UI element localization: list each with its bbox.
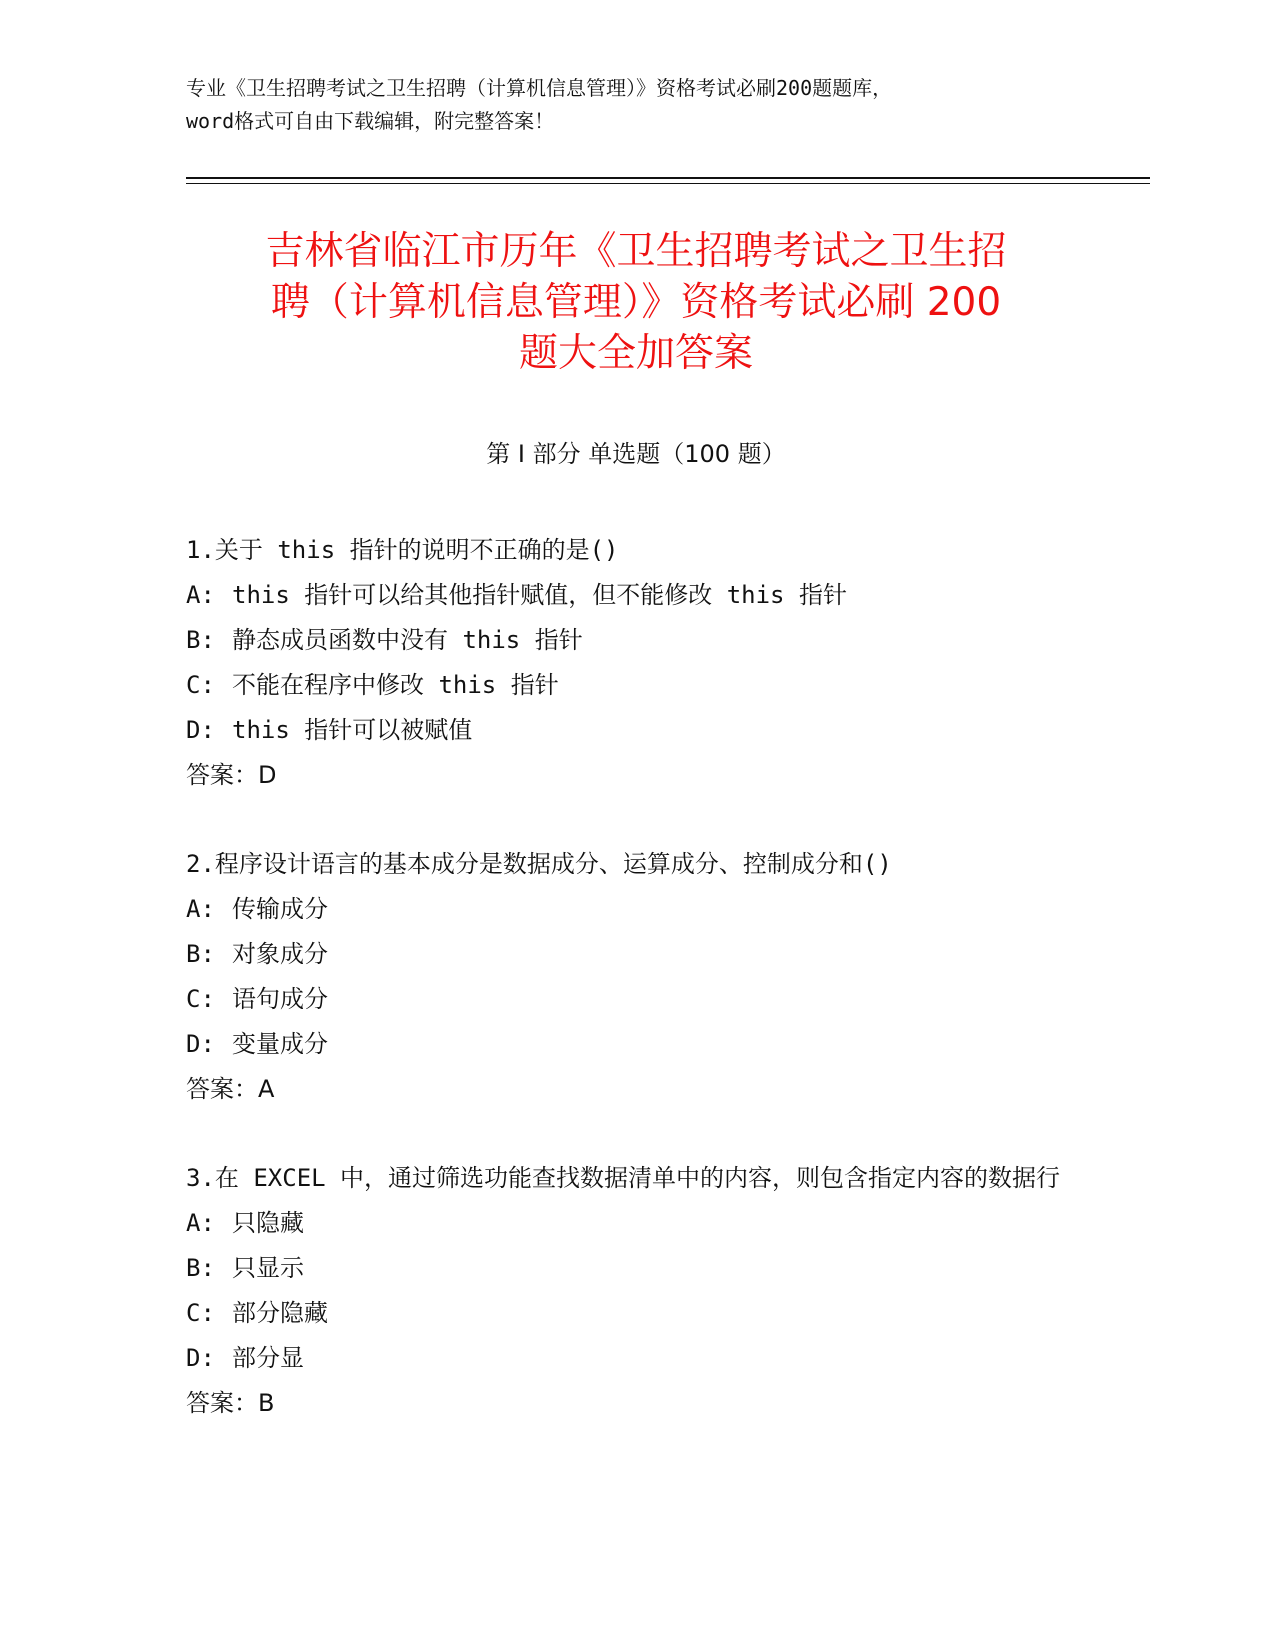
- option-a: [186, 1201, 1086, 1246]
- answer-line: 答案：A: [186, 1075, 275, 1103]
- option-letter: B:: [186, 1254, 215, 1282]
- question-stem: 2.程序设计语言的基本成分是数据成分、运算成分、控制成分和(): [186, 850, 892, 878]
- option-text: 部分显: [232, 1344, 304, 1372]
- header-note-line-2: word格式可自由下载编辑，附完整答案！: [186, 109, 555, 133]
- option-text: 传输成分: [232, 895, 328, 923]
- answer-line: 答案：B: [186, 1389, 275, 1417]
- header-divider-thick: [186, 177, 1150, 179]
- option-letter: C:: [186, 671, 215, 699]
- document-title: [186, 226, 1086, 379]
- option-a: [186, 887, 1086, 932]
- option-text: 部分隐藏: [232, 1299, 328, 1327]
- answer-line: 答案：D: [186, 761, 277, 789]
- option-letter: D:: [186, 1344, 215, 1372]
- document-title-line-1: 吉林省临江市历年《卫生招聘考试之卫生招: [265, 229, 1007, 274]
- option-letter: B:: [186, 626, 215, 654]
- option-text: 只隐藏: [232, 1209, 304, 1237]
- option-text: 不能在程序中修改 this 指针: [232, 671, 559, 699]
- option-letter: A:: [186, 895, 215, 923]
- option-letter: A:: [186, 1209, 215, 1237]
- question-2: [186, 842, 1086, 1112]
- option-b: [186, 1246, 1086, 1291]
- option-text: this 指针可以给其他指针赋值，但不能修改 this 指针: [232, 581, 847, 609]
- header-divider-thin: [186, 183, 1150, 184]
- option-text: 语句成分: [232, 985, 328, 1013]
- option-letter: C:: [186, 1299, 215, 1327]
- option-c: [186, 663, 1086, 708]
- option-text: 只显示: [232, 1254, 304, 1282]
- question-stem: 1.关于 this 指针的说明不正确的是(): [186, 536, 619, 564]
- option-letter: C:: [186, 985, 215, 1013]
- header-note: [186, 72, 1086, 138]
- question-3: [186, 1156, 1086, 1426]
- option-d: [186, 708, 1086, 753]
- option-letter: D:: [186, 1030, 215, 1058]
- document-title-line-2: 聘（计算机信息管理）》资格考试必刷 200: [270, 280, 1002, 325]
- option-text: 静态成员函数中没有 this 指针: [232, 626, 583, 654]
- question-stem: 3.在 EXCEL 中，通过筛选功能查找数据清单中的内容，则包含指定内容的数据行: [186, 1164, 1061, 1192]
- option-letter: D:: [186, 716, 215, 744]
- option-d: [186, 1336, 1086, 1381]
- option-letter: A:: [186, 581, 215, 609]
- document-title-line-3: 题大全加答案: [518, 331, 753, 376]
- option-c: [186, 977, 1086, 1022]
- option-a: [186, 573, 1086, 618]
- option-text: this 指针可以被赋值: [232, 716, 473, 744]
- option-b: [186, 618, 1086, 663]
- option-b: [186, 932, 1086, 977]
- section-title: 第 I 部分 单选题（100 题）: [486, 440, 786, 468]
- option-d: [186, 1022, 1086, 1067]
- option-text: 变量成分: [232, 1030, 328, 1058]
- question-1: [186, 528, 1086, 798]
- option-c: [186, 1291, 1086, 1336]
- header-note-line-1: 专业《卫生招聘考试之卫生招聘（计算机信息管理）》资格考试必刷200题题库，: [186, 76, 893, 100]
- option-text: 对象成分: [232, 940, 328, 968]
- question-list: [186, 528, 1086, 1470]
- option-letter: B:: [186, 940, 215, 968]
